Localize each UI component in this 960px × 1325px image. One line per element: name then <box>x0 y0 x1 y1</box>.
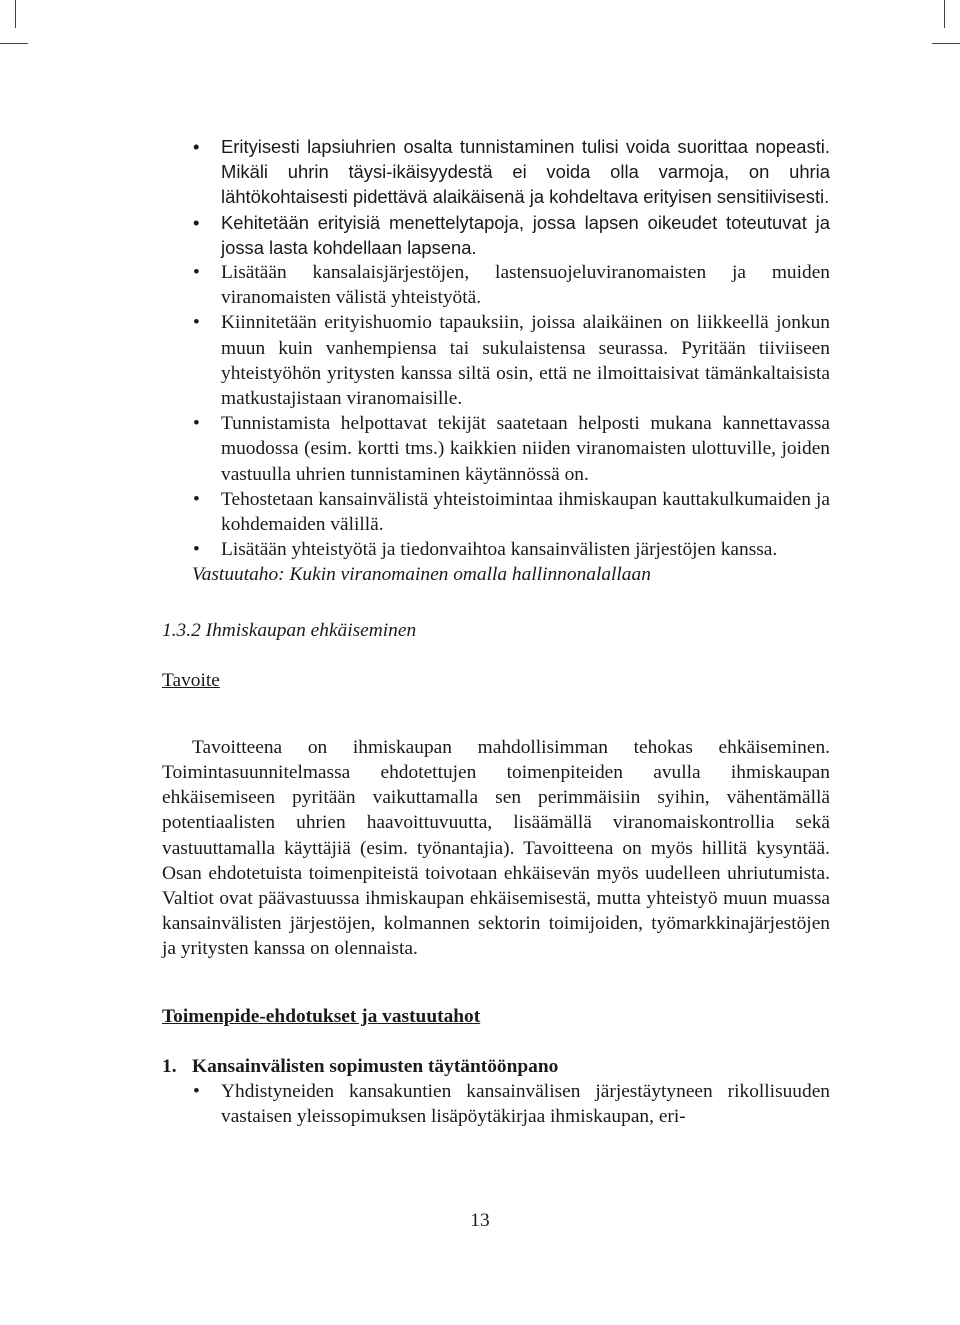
list-item: • Tehostetaan kansainvälistä yhteistoimintaa ihmiskaupan kauttakulkumaiden ja kohdemaiden välillä. <box>162 487 830 537</box>
responsible-party: Vastuutaho: Kukin viranomainen omalla hallinnonalallaan <box>192 564 651 586</box>
bullet-list-bottom <box>162 1079 830 1129</box>
page-number: 13 <box>470 1210 490 1231</box>
item-title: Kansainvälisten sopimusten täytäntöönpano <box>192 1055 559 1077</box>
item-number: 1. <box>162 1055 177 1077</box>
list-item: • Kehitetään erityisiä menettelytapoja, jossa lapsen oikeudet toteutuvat ja jossa lasta kohdellaan lapsena. <box>162 210 830 260</box>
page-body <box>162 134 830 1130</box>
goal-paragraph: Tavoitteena on ihmiskaupan mahdollisimman tehokas ehkäiseminen. Toimintasuunnitelmassa ehdotettujen toimenpiteiden avulla ihmiskaupan ehkäisemiseen pyritään vaikuttamalla sen perimmäisiin syihin, vähentämällä potentiaalisten uhrien haavoittuvuutta, lisäämällä viranomaiskontrollia sekä vastuuttamalla käyttäjiä (esim. työnantajia). Tavoitteena on myös hillitä kysyntää. Osan ehdotetuista toimenpiteistä toivotaan ehkäisevän myös uudelleen uhriutumista. Valtiot ovat päävastuussa ihmiskaupan ehkäisemisestä, mutta yhteistyö muun muassa kansainvälisten järjestöjen, kolmannen sektorin toimijoiden, työmarkkinajärjestöjen ja yritysten kanssa on olennaista. <box>162 736 830 960</box>
list-item: • Yhdistyneiden kansakuntien kansainvälisen järjestäytyneen rikollisuuden vastaisen yleissopimuksen lisäpöytäkirjaa ihmiskaupan, eri- <box>162 1079 830 1129</box>
crop-mark <box>15 0 16 28</box>
list-item: • Tunnistamista helpottavat tekijät saatetaan helposti mukana kannettavassa muodossa (esim. kortti tms.) kaikkien niiden viranomaisten ulottuville, joiden vastuulla uhrien tunnistaminen käytännössä on. <box>162 411 830 487</box>
section-title: 1.3.2 Ihmiskaupan ehkäiseminen <box>162 619 417 641</box>
numbered-heading <box>162 1054 830 1079</box>
list-item: • Lisätään yhteistyötä ja tiedonvaihtoa kansainvälisten järjestöjen kanssa. <box>162 537 830 562</box>
crop-mark <box>944 0 945 28</box>
actions-heading: Toimenpide-ehdotukset ja vastuutahot <box>162 1005 481 1027</box>
list-item: • Kiinnitetään erityishuomio tapauksiin, joissa alaikäinen on liikkeellä jonkun muun kuin vanhempiensa tai sukulaistensa seurassa. Pyritään tiiviiseen yhteistyöhön yritysten kanssa siltä osin, että ne ilmoittaisivat tämänkaltaisista matkustajistaan viranomaisille. <box>162 310 830 411</box>
crop-mark <box>932 43 960 44</box>
bullet-list-top <box>162 134 830 562</box>
crop-mark <box>0 43 28 44</box>
goal-heading: Tavoite <box>162 669 220 691</box>
list-item: • Erityisesti lapsiuhrien osalta tunnistaminen tulisi voida suorittaa nopeasti. Mikäli uhrin täysi-ikäisyydestä ei voida olla varmoja, on uhria lähtökohtaisesti pidettävä alaikäisenä ja kohdeltava erityisen sensitiivisesti. <box>162 134 830 210</box>
list-item: • Lisätään kansalaisjärjestöjen, lastensuojeluviranomaisten ja muiden viranomaisten välistä yhteistyötä. <box>162 260 830 310</box>
